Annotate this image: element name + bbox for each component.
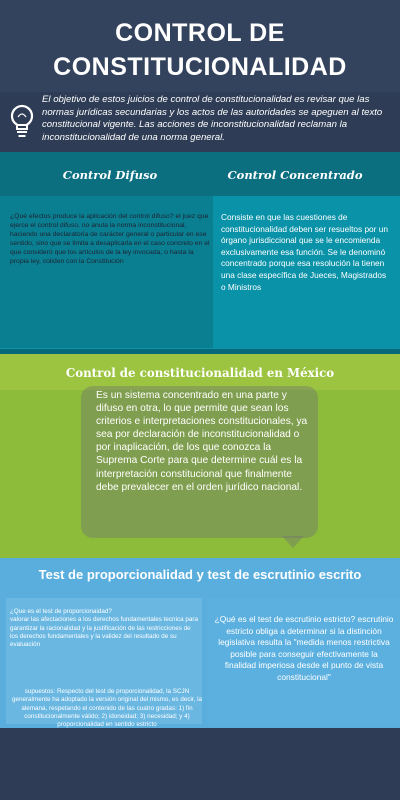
control-concentrado-title: Control Concentrado (227, 168, 363, 182)
control-difuso-title: Control Difuso (62, 168, 158, 182)
proporcionalidad-text: valorar las afectaciones a los derechos fundamentales tecnica para garantizar la racionalidad y la justificación de las restricciones de los derechos fundamentales y la validez del resultado de su evaluación (10, 616, 198, 649)
speech-bubble-tail (282, 536, 304, 548)
lightbulb-icon (8, 102, 36, 140)
title-line-2: CONSTITUCIONALIDAD (53, 53, 347, 81)
title-line-1: CONTROL DE (115, 19, 285, 47)
page-title (0, 16, 400, 84)
proporcionalidad-block (10, 608, 200, 649)
control-difuso-text: ¿Qué efectos produce la aplicación del control difuso? el juez que ejerce el control difuso, no anula la norma inconstitucional, haciendo una declaratoria de carácter general o particular en ese sentido, sino que se limita a desaplicarla en el caso concreto en el que consideró que los artículos de la ley invocada, o hasta la propia ley, coliden con la Constitución (10, 213, 210, 265)
test-title: Test de proporcionalidad y test de escrutinio escrito (38, 567, 362, 582)
supuestos-text: supuestos: Respecto del test de proporcionalidad, la SCJN generalmente ha adoptado la versión original del mismo, es decir, la alemana, respetando el contenido de las cuatro gradas: 1) fin constitucionalmente válido; 2) idoneidad; 3) necesidad; y 4) proporcionalidad en sentido estricto (11, 688, 203, 729)
control-concentrado-text: Consiste en que las cuestiones de constitucionalidad deben ser resueltos por un órgano jurisdiccional que se le encomienda exclusivamente esa función. Se le denominó concentrado porque esa resolución la tienen una clase específica de Jueces, Magistrados o Ministros (221, 212, 388, 292)
escrutinio-text: ¿Qué es el test de escrutinio estricto? escrutinio estricto obliga a determinar si la distinción legislativa resulta la "medida menos restrictiva posible para conseguir efectivamente la finalidad imperiosa desde el punto de vista constitucional" (214, 614, 394, 682)
mexico-text: Es un sistema concentrado en una parte y difuso en otra, lo que permite que sean los criterios e interpretaciones constitucionales, ya sea por declaración de inconstitucionalidad o por inaplicación, de los que conozca la Suprema Corte para que determine cuál es la interpretación constitucional que finalmente debe prevalecer en el orden jurídico nacional. (96, 390, 308, 493)
proporcionalidad-question: ¿Que es el test de proporcionaidad? (10, 608, 112, 615)
mexico-title: Control de constitucionalidad en México (65, 366, 335, 380)
footer-band (0, 728, 400, 800)
intro-text: El objetivo de estos juicios de control de constitucionalidad es revisar que las normas jurídicas secundarias y los actos de las autoridades se apeguen al texto constitucional vigente. Las acciones de inconstitucionalidad reclaman la inconstitucionalidad de una norma general. (42, 94, 383, 143)
